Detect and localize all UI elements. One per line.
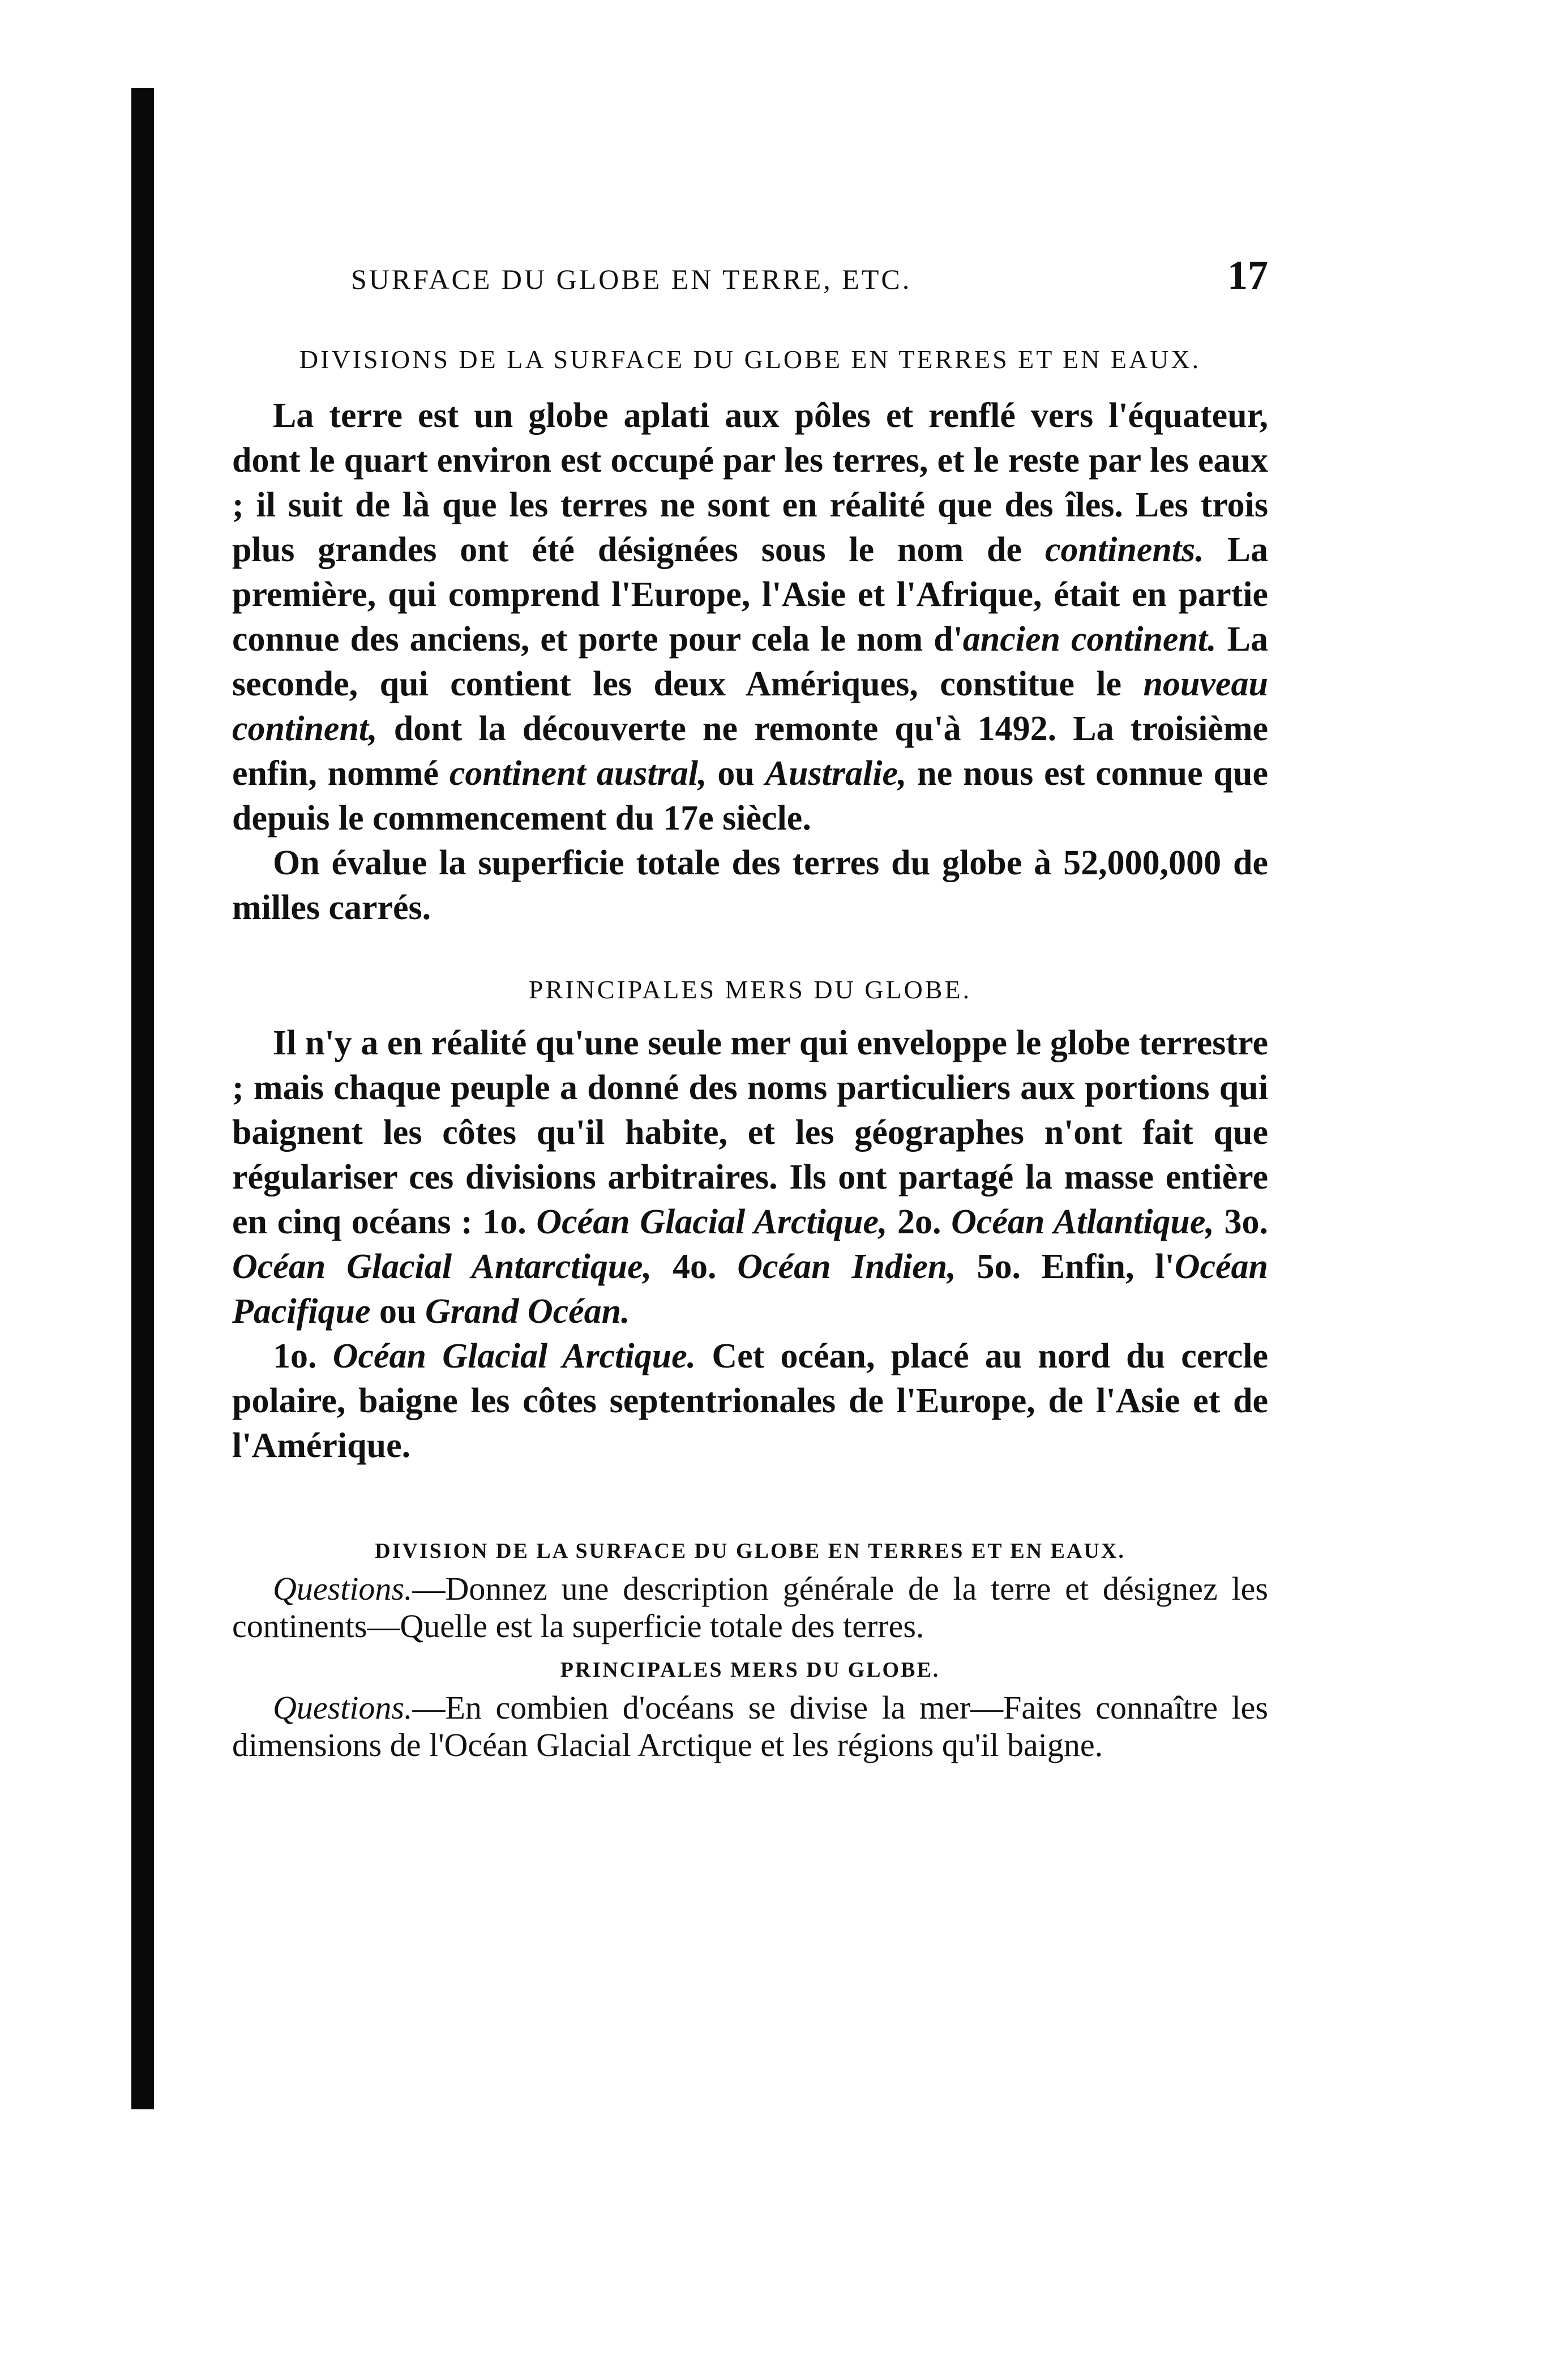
questions-heading-mers: PRINCIPALES MERS DU GLOBE. [560, 1658, 940, 1682]
text-run: Cet océan, placé au nord du cercle polaire, baigne les côtes septentrionales de l'Europe, de l'Asie et de l'Amérique. [232, 1337, 1269, 1465]
italic-run: Océan Pacifique [232, 1247, 1269, 1331]
text-run: Il n'y a en réalité qu'une seule mer qui enveloppe le globe terrestre ; mais chaque peuple a donné des noms particuliers aux portions qui baignent les côtes qu'il habite, et les géographes n'ont fait que régulariser ces divisions arbitraires. Ils ont partagé la masse entière en cinq océans : 1o. [232, 1024, 1268, 1241]
section-body-mers [232, 1021, 1268, 1468]
italic-run: Océan Atlantique, [951, 1203, 1214, 1241]
paragraph [232, 841, 1268, 930]
section-heading-divisions: DIVISIONS DE LA SURFACE DU GLOBE EN TERRES ET EN EAUX. [299, 345, 1201, 374]
running-head [351, 252, 1268, 303]
text-run: 1o. [273, 1337, 333, 1375]
italic-run: Australie, [765, 754, 907, 793]
questions-block-mers [232, 1689, 1268, 1764]
text-run: 3o. [1214, 1203, 1269, 1241]
italic-run: Océan Glacial Arctique. [332, 1337, 696, 1375]
text-run: dont la découverte ne remonte qu'à 1492. La troisième enfin, nommé [232, 710, 1268, 793]
paragraph [232, 1334, 1268, 1468]
text-run: La seconde, qui contient les deux Amériques, constitue le [232, 620, 1269, 703]
text-run: ou [370, 1292, 425, 1331]
section-heading-mers: PRINCIPALES MERS DU GLOBE. [528, 975, 972, 1004]
section-body-divisions [232, 394, 1268, 930]
text-run: La première, qui comprend l'Europe, l'Asie et l'Afrique, était en partie connue des anciens, et porte pour cela le nom d' [232, 531, 1268, 659]
text-run: 2o. [887, 1203, 952, 1241]
text-run: ne nous est connue que depuis le commencement du 17e siècle. [232, 754, 1268, 838]
text-run: 5o. Enfin, l' [956, 1247, 1175, 1286]
questions-heading-divisions: DIVISION DE LA SURFACE DU GLOBE EN TERRES ET EN EAUX. [375, 1539, 1125, 1563]
text-run: On évalue la superficie totale des terres du globe à 52,000,000 de milles carrés. [232, 844, 1268, 927]
italic-run: continent austral, [449, 754, 707, 793]
italic-run: Océan Glacial Arctique, [536, 1203, 888, 1241]
questions-text: —En combien d'océans se divise la mer—Faites connaître les dimensions de l'Océan Glacial Arctique et les régions qu'il baigne. [232, 1689, 1268, 1763]
text-run: ou [707, 754, 765, 793]
paragraph [232, 1021, 1268, 1334]
page-number: 17 [1227, 253, 1268, 298]
questions-label: Questions. [273, 1570, 413, 1607]
italic-run: ancien continent. [962, 620, 1217, 659]
binding-shadow [131, 88, 154, 2109]
text-run: La terre est un globe aplati aux pôles et renflé vers l'équateur, dont le quart environ est occupé par les terres, et le reste par les eaux ; il suit de là que les terres ne sont en réalité que des îles. Les trois plus grandes ont été désignées sous le nom de [232, 396, 1268, 569]
book-page [232, 252, 1268, 1764]
questions-label: Questions. [273, 1689, 413, 1726]
questions-text: —Donnez une description générale de la terre et désignez les continents—Quelle est la superficie totale des terres. [232, 1570, 1268, 1644]
text-run: 4o. [652, 1247, 738, 1286]
running-title: SURFACE DU GLOBE EN TERRE, ETC. [351, 263, 912, 295]
italic-run: Grand Océan. [425, 1292, 630, 1331]
questions-block-divisions [232, 1570, 1268, 1645]
italic-run: Océan Indien, [737, 1247, 956, 1286]
paragraph [232, 394, 1268, 841]
italic-run: continents. [1044, 531, 1204, 569]
italic-run: Océan Glacial Antarctique, [232, 1247, 652, 1286]
italic-run: nouveau continent, [232, 665, 1268, 748]
